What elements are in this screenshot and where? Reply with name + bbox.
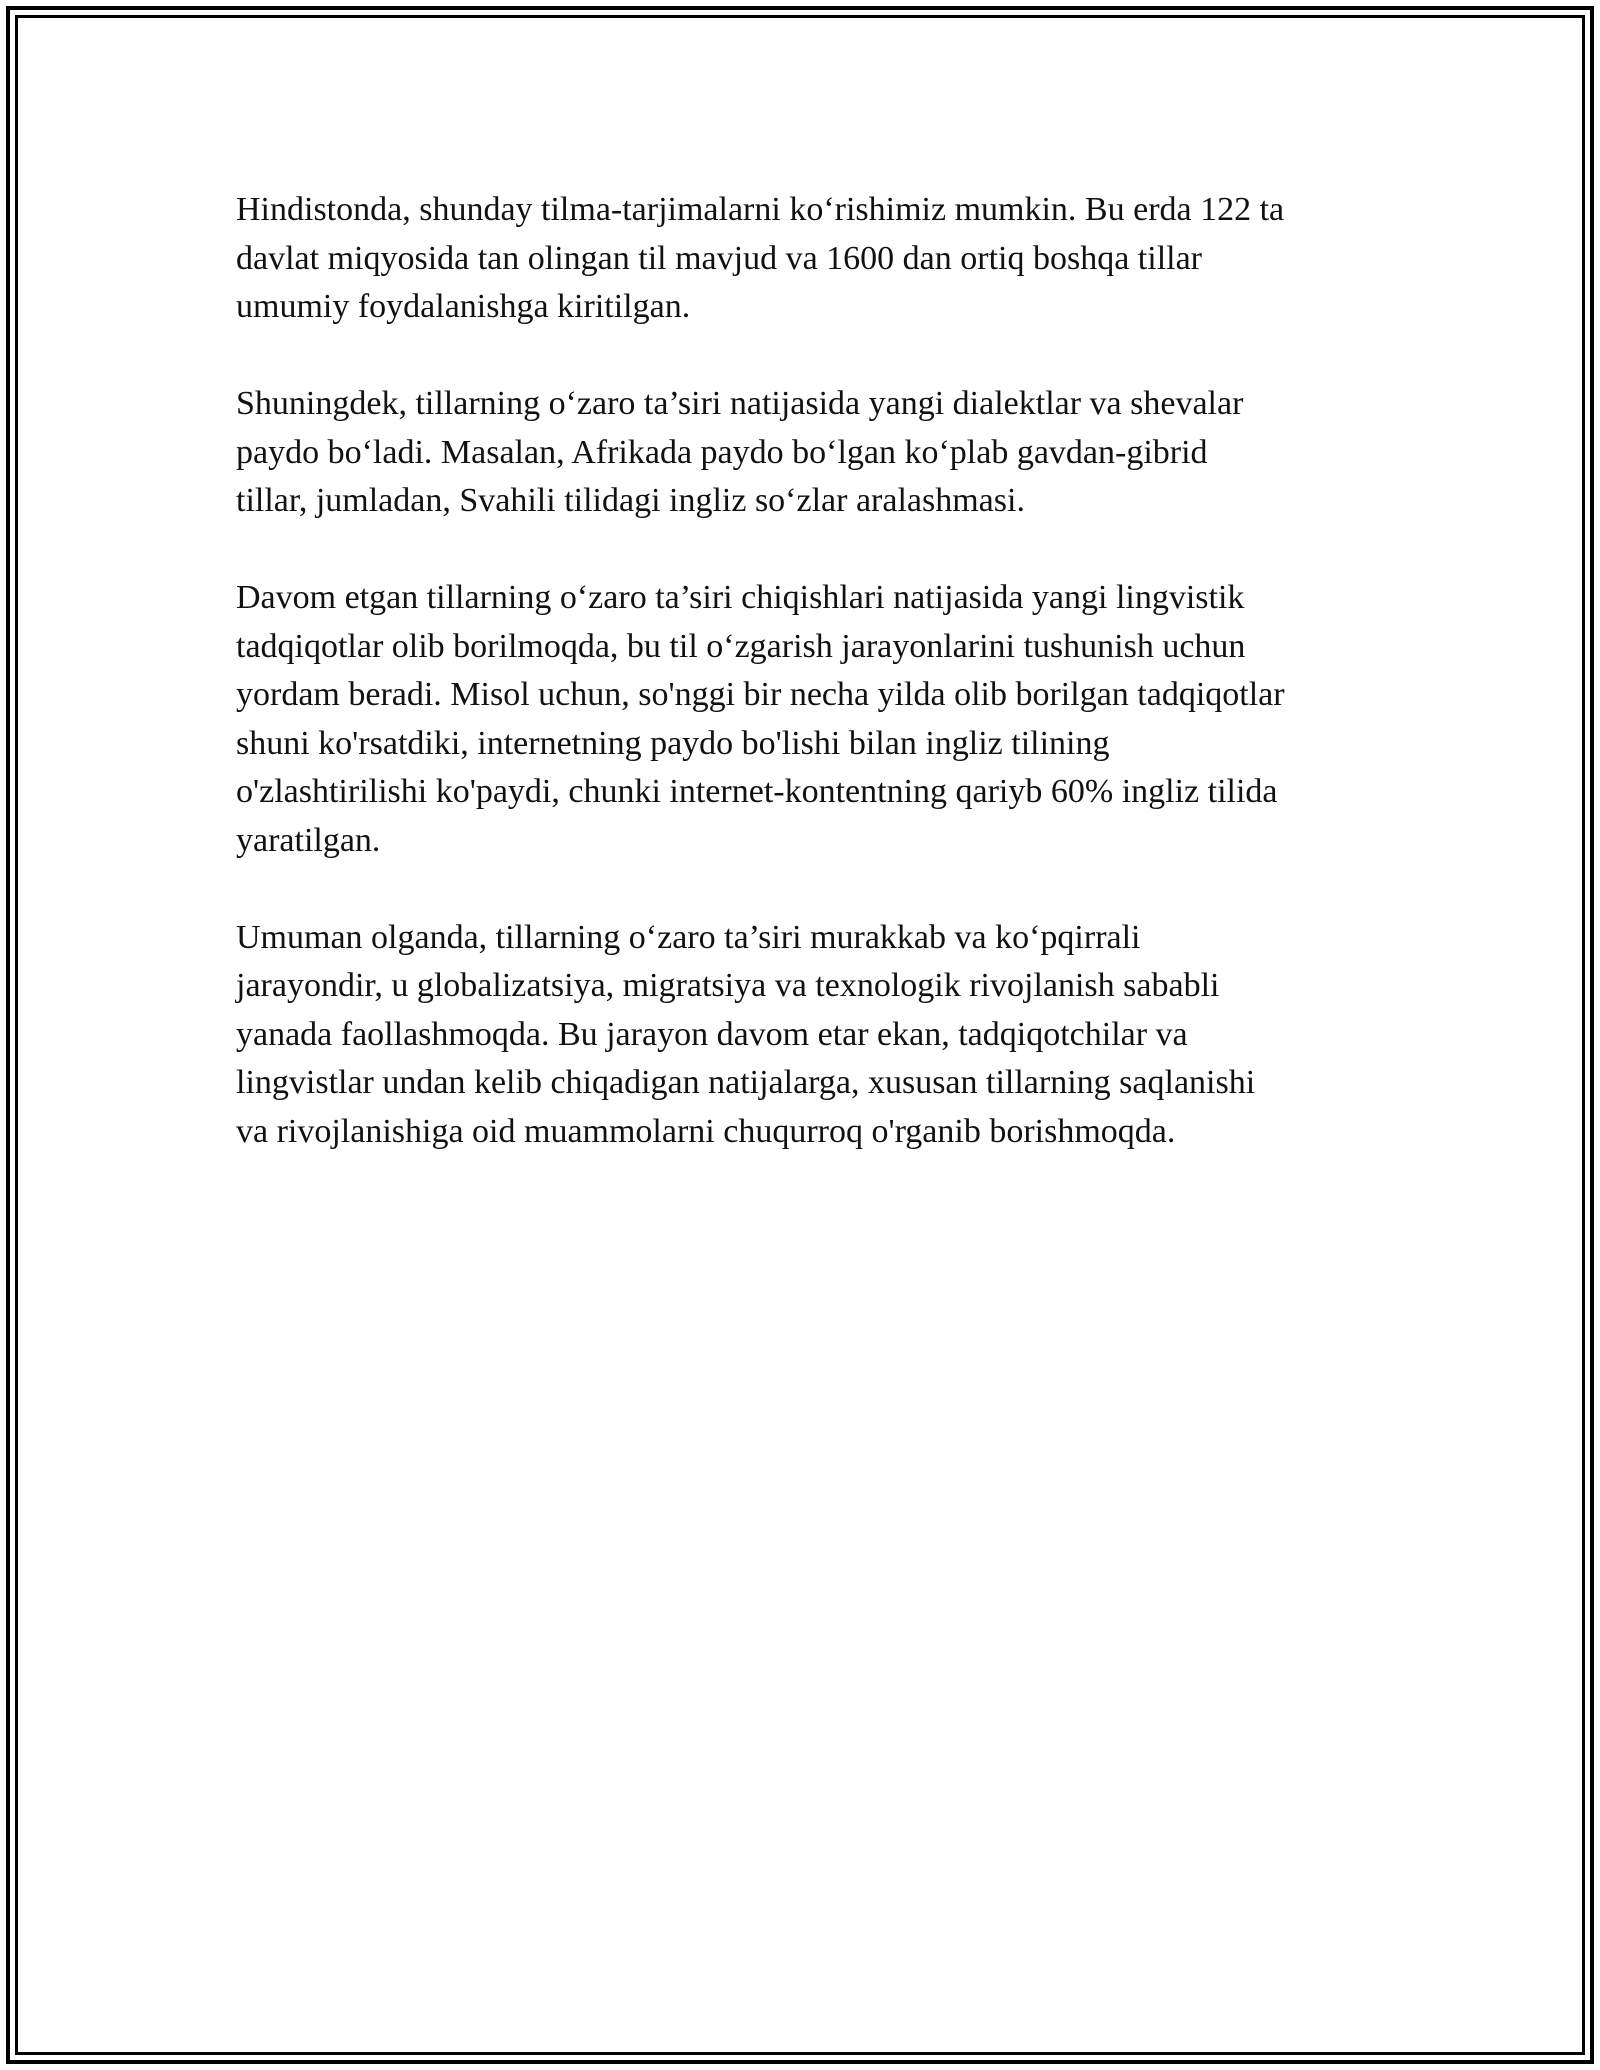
document-body (236, 186, 1386, 1205)
paragraph-3: Davom etgan tillarning o‘zaro ta’siri chiqishlari natijasida yangi lingvistik tadqiqotlar olib borilmoqda, bu til o‘zgarish jarayonlarini tushunish uchun yordam beradi. Misol uchun, so'nggi bir necha yilda olib borilgan tadqiqotlar shuni ko'rsatdiki, internetning paydo bo'lishi bilan ingliz tilining o'zlashtirilishi ko'paydi, chunki internet-kontentning qariyb 60% ingliz tilida yaratilgan. (236, 579, 1285, 859)
paragraph-4: Umuman olganda, tillarning o‘zaro ta’siri murakkab va ko‘pqirrali jarayondir, u globalizatsiya, migratsiya va texnologik rivojlanish sababli yanada faollashmoqda. Bu jarayon davom etar ekan, tadqiqotchilar va lingvistlar undan kelib chiqadigan natijalarga, xususan tillarning saqlanishi va rivojlanishiga oid muammolarni chuqurroq o'rganib borishmoqda. (236, 918, 1256, 1150)
paragraph-2: Shuningdek, tillarning o‘zaro ta’siri natijasida yangi dialektlar va shevalar paydo bo‘ladi. Masalan, Afrikada paydo bo‘lgan ko‘plab gavdan-gibrid tillar, jumladan, Svahili tilidagi ingliz so‘zlar aralashmasi. (236, 385, 1244, 519)
paragraph-1: Hindistonda, shunday tilma-tarjimalarni ko‘rishimiz mumkin. Bu erda 122 ta davlat miqyosida tan olingan til mavjud va 1600 dan ortiq boshqa tillar umumiy foydalanishga kiritilgan. (236, 191, 1285, 325)
